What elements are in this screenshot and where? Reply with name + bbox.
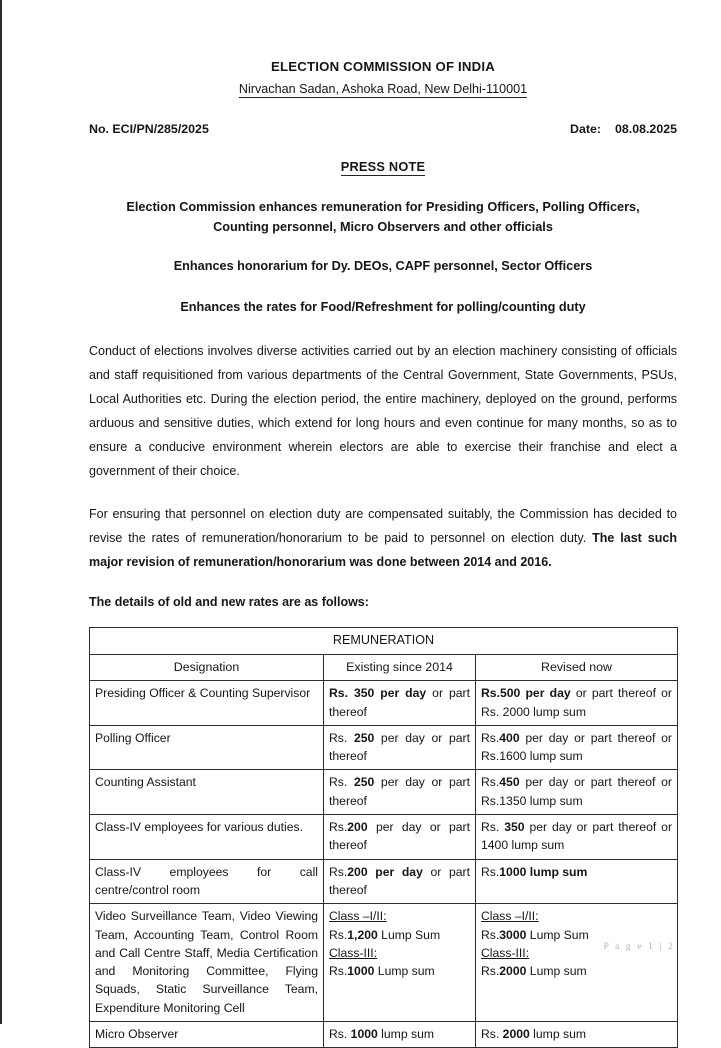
date-label: Date: xyxy=(570,122,601,136)
table-row xyxy=(90,725,678,770)
table-title-row xyxy=(90,627,678,654)
existing-prefix: Rs. xyxy=(329,864,348,879)
revised-class-a-label: Class –I/II: xyxy=(481,909,539,924)
existing-class-b-detail: Lump sum xyxy=(374,964,435,979)
organization-title: ELECTION COMMISSION OF INDIA xyxy=(271,59,495,74)
cell-existing xyxy=(324,1022,476,1048)
table-row xyxy=(90,681,678,726)
existing-prefix: Rs. xyxy=(329,730,354,745)
cell-revised xyxy=(476,815,678,860)
headline-primary: Election Commission enhances remuneration for Presiding Officers, Polling Officers, Counting personnel, Micro Observers and other officials xyxy=(126,200,640,234)
revised-detail: lump sum xyxy=(529,1027,587,1041)
table-row xyxy=(90,859,678,904)
existing-class-b-amount: 1000 xyxy=(347,964,375,979)
cell-existing xyxy=(324,681,476,726)
revised-amount: 1000 lump sum xyxy=(499,864,588,879)
revised-class-b-prefix: Rs. xyxy=(481,964,500,979)
existing-detail: or part thereof xyxy=(329,686,470,719)
headline-tertiary: Enhances the rates for Food/Refreshment for polling/counting duty xyxy=(180,300,586,315)
existing-amount: 250 xyxy=(353,730,375,745)
reference-number: No. ECI/PN/285/2025 xyxy=(89,122,209,136)
existing-amount: 200 xyxy=(347,820,368,835)
existing-class-b-prefix: Rs. xyxy=(329,964,348,979)
cell-designation: Video Surveillance Team, Video Viewing Team, Accounting Team, Control Room and Call Centre Staff, Media Certification and Monitoring Committee, Flying Squads, Static Surveillance Team, Expenditure Monitoring Cell xyxy=(90,904,324,1022)
revised-amount: 400 xyxy=(499,730,520,745)
cell-existing xyxy=(324,859,476,904)
existing-amount: 250 xyxy=(353,775,375,790)
revised-class-a-prefix: Rs. xyxy=(481,927,500,942)
revised-amount: 350 xyxy=(504,820,525,835)
existing-amount: 1000 xyxy=(350,1027,378,1041)
cell-revised xyxy=(476,770,678,815)
organization-address-row xyxy=(89,80,677,98)
cell-existing xyxy=(324,770,476,815)
paragraph-two xyxy=(89,502,677,574)
existing-prefix: Rs. xyxy=(329,820,348,835)
cell-designation: Polling Officer xyxy=(90,725,324,770)
cell-revised xyxy=(476,1022,678,1048)
revised-amount: 450 xyxy=(499,775,520,790)
existing-detail: lump sum xyxy=(377,1027,435,1041)
revised-prefix: Rs. xyxy=(481,730,500,745)
table-title: REMUNERATION xyxy=(90,627,678,654)
revised-class-a-amount: 3000 xyxy=(499,927,527,942)
table-row xyxy=(90,1022,678,1048)
revised-class-a-detail: Lump Sum xyxy=(526,927,589,942)
existing-class-a-amount: 1,200 xyxy=(347,927,378,942)
revised-detail: per day or part thereof or Rs.1350 lump sum xyxy=(481,775,672,808)
headline-secondary: Enhances honorarium for Dy. DEOs, CAPF personnel, Sector Officers xyxy=(173,259,593,274)
revised-prefix: Rs. xyxy=(481,864,500,879)
table-row xyxy=(90,904,678,1022)
revised-detail: per day or part thereof or 1400 lump sum xyxy=(481,820,673,853)
existing-prefix: Rs. xyxy=(329,1027,351,1041)
column-header-existing: Existing since 2014 xyxy=(324,654,476,681)
revised-prefix: Rs. xyxy=(481,820,505,835)
revised-amount: Rs.500 per day xyxy=(481,686,571,701)
cell-existing xyxy=(324,725,476,770)
existing-class-a-detail: Lump Sum xyxy=(377,927,441,942)
cell-revised xyxy=(476,725,678,770)
revised-prefix: Rs. xyxy=(481,1027,503,1041)
existing-detail: per day or part thereof xyxy=(329,775,470,808)
paragraph-two-bold: The last such major revision of remuneration/honorarium was done between 2014 and 2016. xyxy=(89,530,677,569)
paragraph-two-plain: For ensuring that personnel on election duty are compensated suitably, the Commission has decided to revise the rates of remuneration/honorarium to be paid to personnel on election duty. xyxy=(89,506,677,545)
column-header-revised: Revised now xyxy=(476,654,678,681)
reference-row xyxy=(89,122,677,136)
press-note-row xyxy=(89,158,677,176)
cell-existing xyxy=(324,815,476,860)
existing-class-a-prefix: Rs. xyxy=(329,927,348,942)
existing-detail: per day or part thereof xyxy=(329,730,470,764)
revised-class-b-label: Class-III: xyxy=(481,945,530,960)
cell-designation: Class-IV employees for call centre/control room xyxy=(90,859,324,904)
existing-class-b-label: Class-III: xyxy=(329,945,378,960)
revised-detail: or part thereof or Rs. 2000 lump sum xyxy=(481,686,672,719)
page-footer: P a g e 1 | 2 xyxy=(603,941,675,952)
cell-existing xyxy=(324,904,476,1022)
existing-detail: per day or part thereof xyxy=(329,820,470,853)
revised-amount: 2000 xyxy=(502,1027,530,1041)
revised-detail: per day or part thereof or Rs.1600 lump sum xyxy=(481,730,672,764)
column-header-designation: Designation xyxy=(90,654,324,681)
revised-class-b-value xyxy=(481,962,672,980)
cell-revised xyxy=(476,904,678,1022)
existing-class-a-value xyxy=(329,926,470,944)
cell-revised xyxy=(476,681,678,726)
cell-designation: Counting Assistant xyxy=(90,770,324,815)
cell-designation: Micro Observer xyxy=(90,1022,324,1048)
existing-amount: Rs. 350 per day xyxy=(329,686,427,701)
date-block xyxy=(570,122,677,136)
table-row xyxy=(90,770,678,815)
cell-revised xyxy=(476,859,678,904)
date-value: 08.08.2025 xyxy=(614,122,677,136)
revised-class-b-amount: 2000 xyxy=(499,964,527,979)
revised-prefix: Rs. xyxy=(481,775,500,790)
revised-class-b-detail: Lump sum xyxy=(526,964,587,979)
remuneration-table xyxy=(89,627,678,1048)
existing-prefix: Rs. xyxy=(329,775,354,790)
cell-designation: Class-IV employees for various duties. xyxy=(90,815,324,860)
table-lead-in: The details of old and new rates are as follows: xyxy=(89,594,369,609)
organization-address: Nirvachan Sadan, Ashoka Road, New Delhi-110001 xyxy=(238,82,528,96)
table-row xyxy=(90,815,678,860)
table-header-row xyxy=(90,654,678,681)
existing-amount: 200 per day xyxy=(347,864,423,879)
document-body xyxy=(89,0,677,1048)
paragraph-one: Conduct of elections involves diverse activities carried out by an election machinery consisting of officials and staff requisitioned from various departments of the Central Government, State Governments, PSUs, Local Authorities etc. During the election period, the entire machinery, deployed on the ground, performs arduous and sensitive duties, which extend for long hours and even continue for many months, so as to ensure a conducive environment wherein electors are able to exercise their franchise and elect a government of their choice. xyxy=(89,343,677,478)
existing-class-a-label: Class –I/II: xyxy=(329,909,387,924)
cell-designation: Presiding Officer & Counting Supervisor xyxy=(90,681,324,726)
existing-detail: or part thereof xyxy=(329,864,470,897)
press-note-heading: PRESS NOTE xyxy=(340,159,426,174)
existing-class-b-value xyxy=(329,962,470,980)
